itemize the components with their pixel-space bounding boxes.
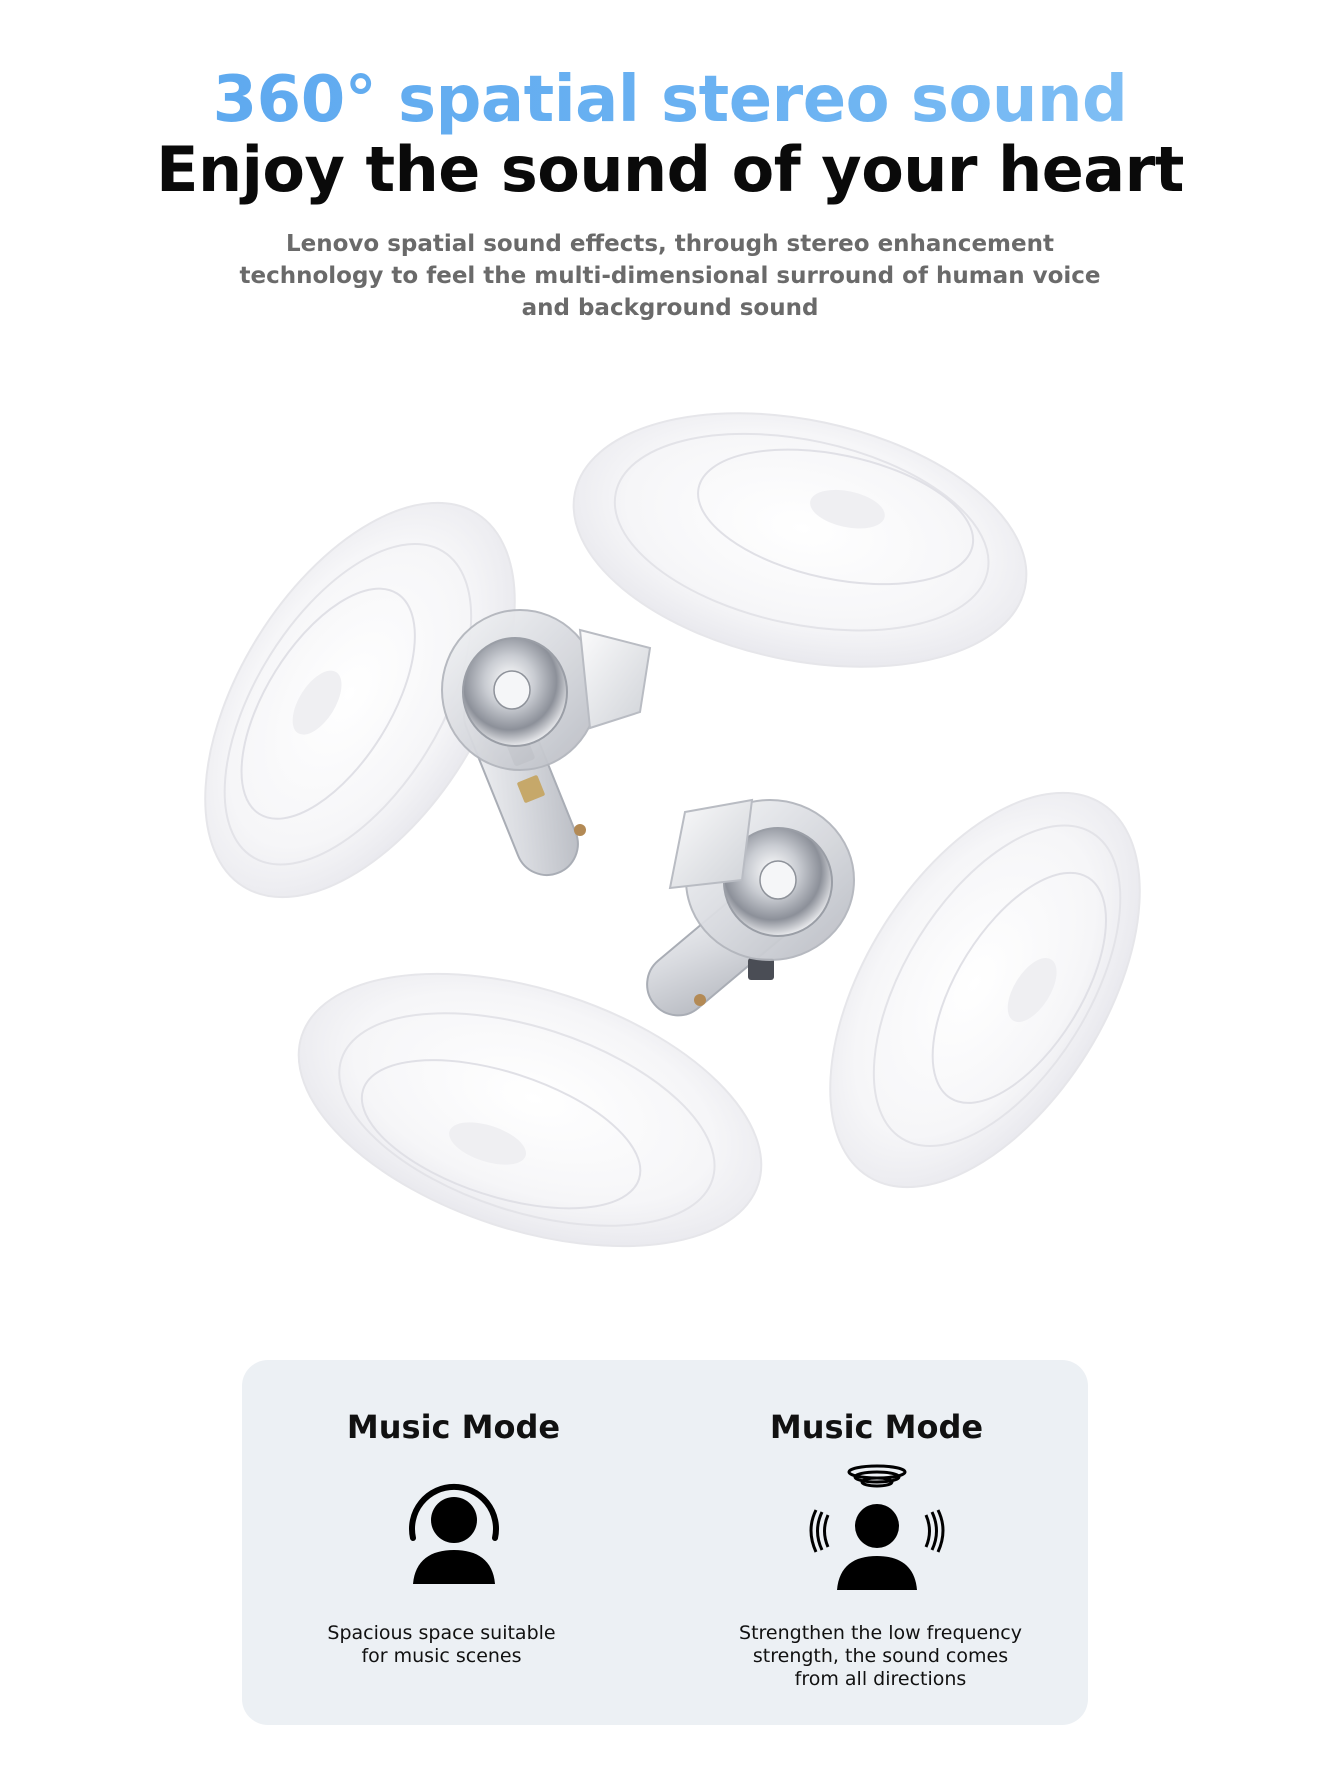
- mode-title: Music Mode: [346, 1408, 561, 1446]
- earbuds-illustration: [0, 360, 1340, 1300]
- earbud-right: [634, 800, 854, 1028]
- earbud-left: [442, 610, 650, 884]
- mode-card-surround: [665, 1360, 1088, 1725]
- mode-description: Strengthen the low frequency strength, the sound comes from all directions: [739, 1622, 1022, 1690]
- modes-panel: [242, 1360, 1088, 1725]
- hero-subtitle: Lenovo spatial sound effects, through stereo enhancement technology to feel the multi-dimensional surround of human voice and background sound: [239, 231, 1101, 321]
- mode-card-music: [242, 1360, 665, 1725]
- mode-title: Music Mode: [769, 1408, 984, 1446]
- hero-title-blue: 360° spatial stereo sound: [0, 62, 1340, 138]
- person-surround-sound-icon: [802, 1460, 952, 1595]
- sound-wave-disc-right: [767, 740, 1204, 1240]
- hero-title: Enjoy the sound of your heart: [156, 133, 1184, 206]
- mode-description: Spacious space suitable for music scenes: [327, 1622, 556, 1667]
- person-headphones-icon: [399, 1460, 509, 1590]
